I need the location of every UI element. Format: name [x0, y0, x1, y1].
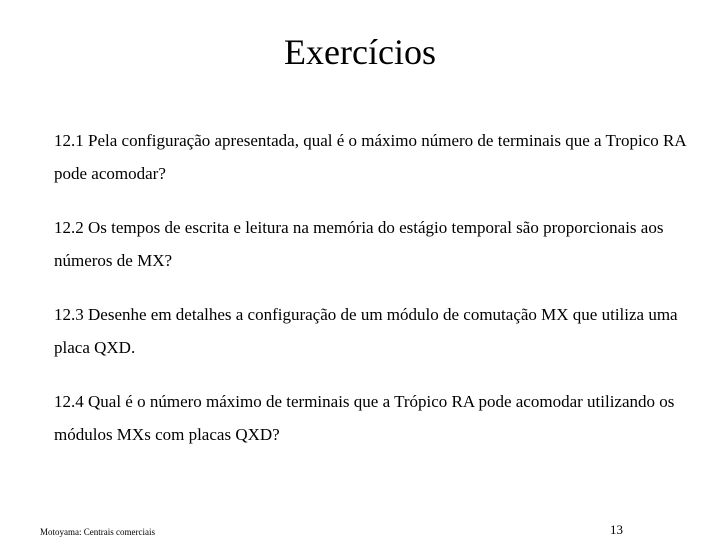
exercise-list: [54, 124, 704, 472]
slide-title: Exercícios: [284, 32, 436, 72]
page-number: 13: [610, 522, 623, 537]
exercise-12-3: 12.3 Desenhe em detalhes a configuração de um módulo de comutação MX que utiliza uma placa QXD.: [54, 305, 678, 357]
footer-source: Motoyama: Centrais comerciais: [40, 527, 155, 537]
exercise-12-2: 12.2 Os tempos de escrita e leitura na memória do estágio temporal são proporcionais aos números de MX?: [54, 218, 664, 270]
exercise-12-1: 12.1 Pela configuração apresentada, qual é o máximo número de terminais que a Tropico RA pode acomodar?: [54, 131, 686, 183]
exercise-12-4: 12.4 Qual é o número máximo de terminais que a Trópico RA pode acomodar utilizando os módulos MXs com placas QXD?: [54, 392, 675, 444]
